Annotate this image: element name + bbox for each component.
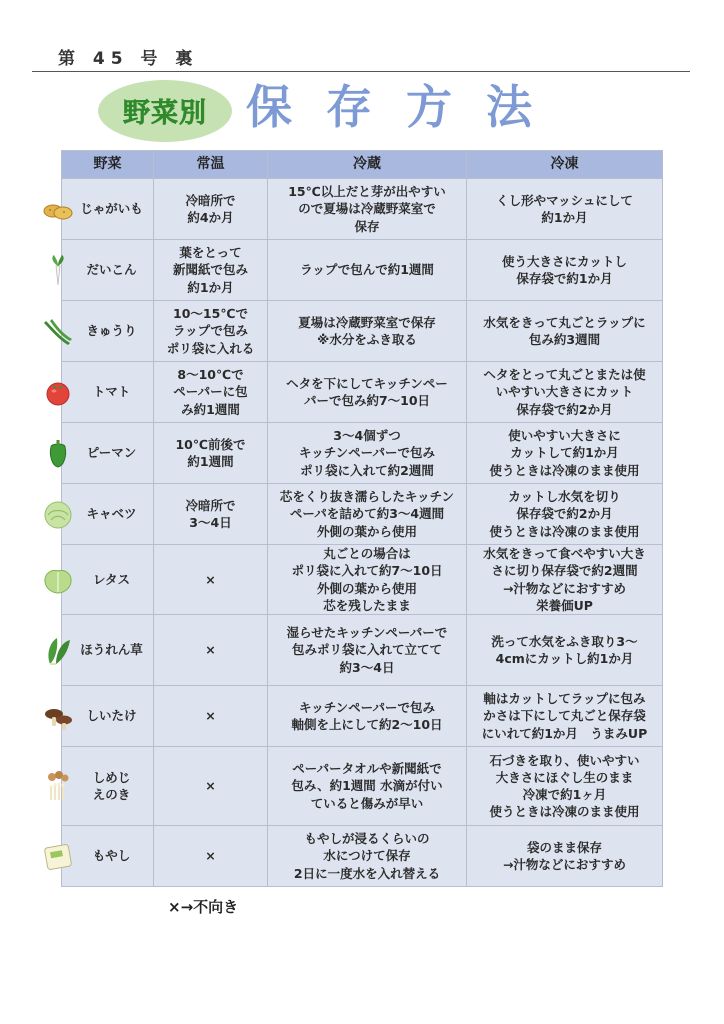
- spinach-icon: [42, 634, 74, 666]
- header-freeze: 冷凍: [467, 151, 663, 179]
- room-temp-cell: ×: [154, 826, 268, 887]
- refrigerate-cell: もやしが浸るくらいの 水につけて保存 2日に一度水を入れ替える: [268, 826, 467, 887]
- room-temp-cell: 冷暗所で 3～4日: [154, 484, 268, 545]
- vegetable-cell: [62, 423, 154, 484]
- vegetable-name: しめじ えのき: [92, 769, 131, 802]
- vegetable-name: しいたけ: [86, 708, 137, 724]
- cabbage-icon: [42, 498, 74, 530]
- freeze-cell: 水気をきって丸ごとラップに 包み約3週間: [467, 301, 663, 362]
- room-temp-cell: ×: [154, 747, 268, 826]
- vegetable-name: だいこん: [86, 262, 137, 278]
- daikon-icon: [42, 254, 74, 286]
- room-temp-cell: ×: [154, 545, 268, 615]
- vegetable-name: トマト: [92, 384, 131, 400]
- legend-note: ×→不向き: [168, 898, 239, 916]
- freeze-cell: 石づきを取り、使いやすい 大きさにほぐし生のまま 冷凍で約1ヶ月 使うときは冷凍のまま使用: [467, 747, 663, 826]
- room-temp-cell: ×: [154, 615, 268, 686]
- table-row: [62, 545, 663, 615]
- room-temp-cell: ×: [154, 686, 268, 747]
- refrigerate-cell: 15℃以上だと芽が出やすい ので夏場は冷蔵野菜室で 保存: [268, 179, 467, 240]
- freeze-cell: 使いやすい大きさに カットして約1か月 使うときは冷凍のまま使用: [467, 423, 663, 484]
- table-row: [62, 423, 663, 484]
- room-temp-cell: 10～15℃で ラップで包み ポリ袋に入れる: [154, 301, 268, 362]
- shimeji-enoki-icon: [42, 770, 74, 802]
- vegetable-name: きゅうり: [86, 323, 137, 339]
- potato-icon: [42, 193, 74, 225]
- refrigerate-cell: 3～4個ずつ キッチンペーパーで包み ポリ袋に入れて約2週間: [268, 423, 467, 484]
- vegetable-cell: [62, 179, 154, 240]
- storage-table: [61, 150, 663, 887]
- vegetable-name: レタス: [92, 571, 130, 587]
- freeze-cell: 軸はカットしてラップに包み かさは下にして丸ごと保存袋 にいれて約1か月 うまみUP: [467, 686, 663, 747]
- refrigerate-cell: 丸ごとの場合は ポリ袋に入れて約7～10日 外側の葉から使用 芯を残したまま: [268, 545, 467, 615]
- vegetable-cell: [62, 240, 154, 301]
- freeze-cell: カットし水気を切り 保存袋で約2か月 使うときは冷凍のまま使用: [467, 484, 663, 545]
- vegetable-name: ほうれん草: [80, 642, 143, 658]
- page-title: 保存方法: [246, 80, 566, 134]
- vegetable-cell: [62, 615, 154, 686]
- vegetable-name: もやし: [92, 848, 131, 864]
- table-row: [62, 179, 663, 240]
- room-temp-cell: 10℃前後で 約1週間: [154, 423, 268, 484]
- room-temp-cell: 葉をとって 新聞紙で包み 約1か月: [154, 240, 268, 301]
- table-row: [62, 686, 663, 747]
- header-refrigerate: 冷蔵: [268, 151, 467, 179]
- bean-sprouts-icon: [42, 840, 74, 872]
- vegetable-name: ピーマン: [86, 445, 137, 461]
- vegetable-cell: [62, 301, 154, 362]
- vegetable-cell: [62, 484, 154, 545]
- refrigerate-cell: 湿らせたキッチンペーパーで 包みポリ袋に入れて立てて 約3～4日: [268, 615, 467, 686]
- title-badge-label: 野菜別: [123, 98, 207, 129]
- cucumber-icon: [42, 315, 74, 347]
- green-pepper-icon: [42, 437, 74, 469]
- refrigerate-cell: ヘタを下にしてキッチンペー パーで包み約7～10日: [268, 362, 467, 423]
- shiitake-icon: [42, 700, 74, 732]
- table-row: [62, 240, 663, 301]
- freeze-cell: ヘタをとって丸ごとまたは使 いやすい大きさにカット 保存袋で約2か月: [467, 362, 663, 423]
- table-row: [62, 301, 663, 362]
- room-temp-cell: 8～10℃で ペーパーに包 み約1週間: [154, 362, 268, 423]
- freeze-cell: 水気をきって食べやすい大き さに切り保存袋で約2週間 →汁物などにおすすめ 栄養価UP: [467, 545, 663, 615]
- table-row: [62, 615, 663, 686]
- header-vegetable: 野菜: [62, 151, 154, 179]
- vegetable-name: じゃがいも: [80, 201, 143, 217]
- vegetable-cell: [62, 747, 154, 826]
- refrigerate-cell: ペーパータオルや新聞紙で 包み、約1週間 水滴が付い ていると傷みが早い: [268, 747, 467, 826]
- refrigerate-cell: キッチンペーパーで包み 軸側を上にして約2～10日: [268, 686, 467, 747]
- vegetable-cell: [62, 686, 154, 747]
- table-row: [62, 826, 663, 887]
- vegetable-cell: [62, 545, 154, 615]
- vegetable-cell: [62, 826, 154, 887]
- table-row: [62, 362, 663, 423]
- issue-number: 第 45 号 裏: [58, 49, 199, 69]
- lettuce-icon: [42, 564, 74, 596]
- table-header-row: [62, 151, 663, 179]
- freeze-cell: 袋のまま保存 →汁物などにおすすめ: [467, 826, 663, 887]
- header-divider: [32, 71, 690, 72]
- refrigerate-cell: 夏場は冷蔵野菜室で保存 ※水分をふき取る: [268, 301, 467, 362]
- table-row: [62, 484, 663, 545]
- freeze-cell: 洗って水気をふき取り3～ 4cmにカットし約1か月: [467, 615, 663, 686]
- room-temp-cell: 冷暗所で 約4か月: [154, 179, 268, 240]
- freeze-cell: くし形やマッシュにして 約1か月: [467, 179, 663, 240]
- refrigerate-cell: ラップで包んで約1週間: [268, 240, 467, 301]
- refrigerate-cell: 芯をくり抜き濡らしたキッチン ペーパを詰めて約3～4週間 外側の葉から使用: [268, 484, 467, 545]
- header-room-temp: 常温: [154, 151, 268, 179]
- table-row: [62, 747, 663, 826]
- tomato-icon: [42, 376, 74, 408]
- freeze-cell: 使う大きさにカットし 保存袋で約1か月: [467, 240, 663, 301]
- vegetable-name: キャベツ: [86, 506, 137, 522]
- vegetable-cell: [62, 362, 154, 423]
